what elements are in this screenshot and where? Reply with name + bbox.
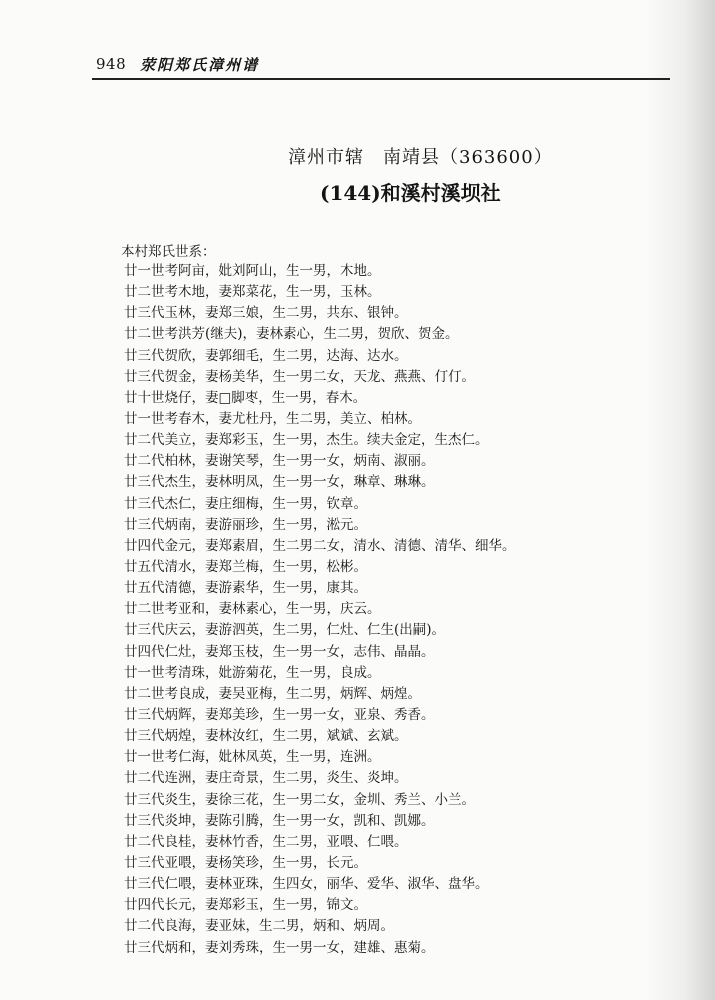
village-title: (144)和溪村溪坝社: [320, 181, 501, 205]
genealogy-entry: 廿三代炎坤，妻陈引腾，生一男一女，凯和、凯娜。: [124, 812, 435, 829]
page-header: [96, 52, 259, 76]
genealogy-entry: 廿二代连洲，妻庄奇景，生二男，炎生、炎坤。: [124, 770, 408, 787]
region-line: 漳州市辖 南靖县（363600）: [288, 147, 553, 168]
genealogy-entry: 廿四代仁灶，妻郑玉枝，生一男一女，志伟、晶晶。: [124, 643, 435, 660]
genealogy-entry: 廿二代美立，妻郑彩玉，生一男，杰生。续夫金定，生杰仁。: [124, 432, 489, 449]
genealogy-entry: 廿五代清水，妻郑兰梅，生一男，松彬。: [124, 558, 367, 575]
genealogy-entries: [124, 261, 516, 959]
genealogy-entry: 廿二代良桂，妻林竹香，生二男，亚喂、仁喂。: [124, 833, 408, 850]
genealogy-entry: 廿三代贺金，妻杨美华，生一男二女，天龙、燕燕、仃仃。: [124, 368, 475, 385]
header-rule: [92, 78, 670, 80]
genealogy-entry: 廿三代杰生，妻林明凤，生一男一女，琳章、琳琳。: [124, 474, 435, 491]
genealogy-entry: 廿三代炳南，妻游丽珍，生一男，淞元。: [124, 516, 367, 533]
genealogy-entry: 廿二世考木地，妻郑菜花，生一男，玉林。: [124, 284, 381, 301]
genealogy-entry: 廿二代柏林，妻谢笑琴，生一男一女，炳南、淑丽。: [124, 453, 435, 470]
genealogy-entry: 廿一世考清珠，妣游菊花，生一男，良成。: [124, 664, 381, 681]
genealogy-entry: 廿二世考良成，妻吴亚梅，生二男，炳辉、炳煌。: [124, 685, 421, 702]
genealogy-entry: 廿三代贺欣，妻郭细毛，生二男，达海、达水。: [124, 347, 408, 364]
genealogy-entry: 廿三代炳辉，妻郑美珍，生一男一女，亚泉、秀香。: [124, 706, 435, 723]
genealogy-entry: 廿一世考春木，妻尤杜丹，生二男，美立、柏林。: [124, 410, 421, 427]
genealogy-entry: 廿三代炳和，妻刘秀珠，生一男一女，建雄、惠菊。: [124, 939, 435, 956]
genealogy-entry: 廿二世考亚和，妻林素心，生一男，庆云。: [124, 601, 381, 618]
running-title: 荥阳郑氏漳州谱: [140, 55, 260, 74]
genealogy-entry: 廿十世烧仔，妻□脚枣，生一男，春木。: [124, 389, 367, 406]
genealogy-entry: 廿二世考洪芳(继夫)，妻林素心，生二男，贺欣、贺金。: [124, 326, 459, 343]
genealogy-entry: 廿三代炳煌，妻林汝红，生二男，斌斌、玄斌。: [124, 728, 408, 745]
genealogy-entry: 廿一世考仁海，妣林凤英，生一男，连洲。: [124, 749, 381, 766]
genealogy-entry: 廿三代炎生，妻徐三花，生一男二女，金圳、秀兰、小兰。: [124, 791, 475, 808]
genealogy-entry: 廿三代仁喂，妻林亚珠，生四女，丽华、爱华、淑华、盘华。: [124, 876, 489, 893]
genealogy-entry: 廿三代亚喂，妻杨笑珍，生一男，长元。: [124, 854, 367, 871]
genealogy-entry: 廿四代长元，妻郑彩玉，生一男，锦文。: [124, 897, 367, 914]
genealogy-entry: 廿四代金元，妻郑素眉，生二男二女，清水、清德、清华、细华。: [124, 537, 516, 554]
section-heading: 本村郑氏世系：: [121, 244, 216, 260]
genealogy-entry: 廿二代良海，妻亚妹，生二男，炳和、炳周。: [124, 918, 394, 935]
genealogy-entry: 廿一世考阿亩，妣刘阿山，生一男，木地。: [124, 263, 381, 279]
page-number: 948: [96, 55, 127, 73]
genealogy-entry: 廿三代庆云，妻游泗英，生二男，仁灶、仁生(出嗣)。: [124, 622, 446, 639]
genealogy-entry: 廿三代玉林，妻郑三娘，生二男，共东、银钟。: [124, 305, 408, 322]
scan-edge-shadow: [645, 0, 715, 1000]
genealogy-entry: 廿五代清德，妻游素华，生一男，康其。: [124, 580, 367, 597]
genealogy-entry: 廿三代杰仁，妻庄细梅，生一男，钦章。: [124, 495, 367, 512]
